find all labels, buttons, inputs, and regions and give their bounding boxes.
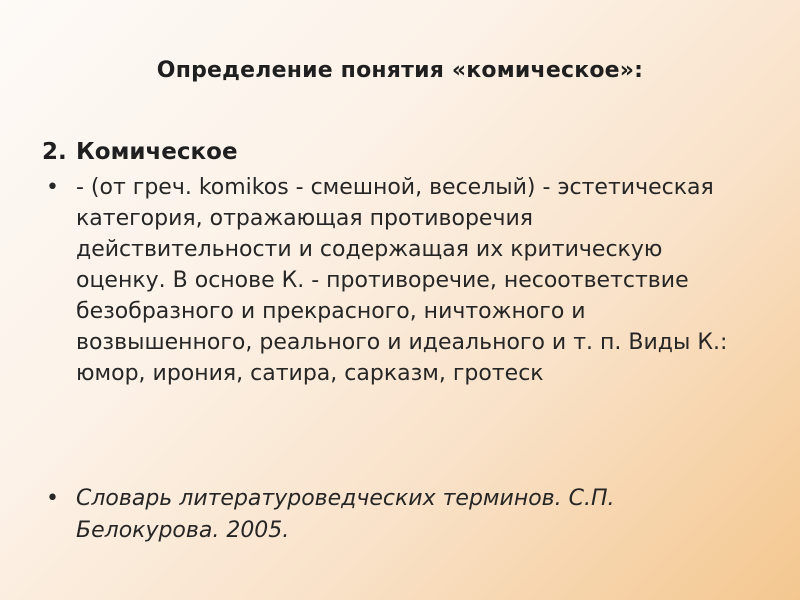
source-bullet-item [46,483,736,547]
definition-bullet-item [46,172,736,389]
bullet-dot-icon: • [46,175,59,200]
slide-title: Определение понятия «комическое»: [156,58,644,83]
definition-text: - (от греч. komikos - смешной, веселый) - эстетическая категория, отражающая противоречия действительности и содержащая их критическую оценку. В основе К. - противоречие, несоответствие безобразного и прекрасного, ничтожного и возвышенного, реального и идеального и т. п. Виды К.: юмор, ирония, сатира, сарказм, гротеск [76,175,728,386]
bullet-dot-icon: • [46,486,59,511]
section-number: 2. [42,139,67,165]
section-heading-text: Комическое [76,139,238,165]
section-heading [42,139,238,165]
source-citation: Словарь литературоведческих терминов. С.П. Белокурова. 2005. [76,486,615,543]
